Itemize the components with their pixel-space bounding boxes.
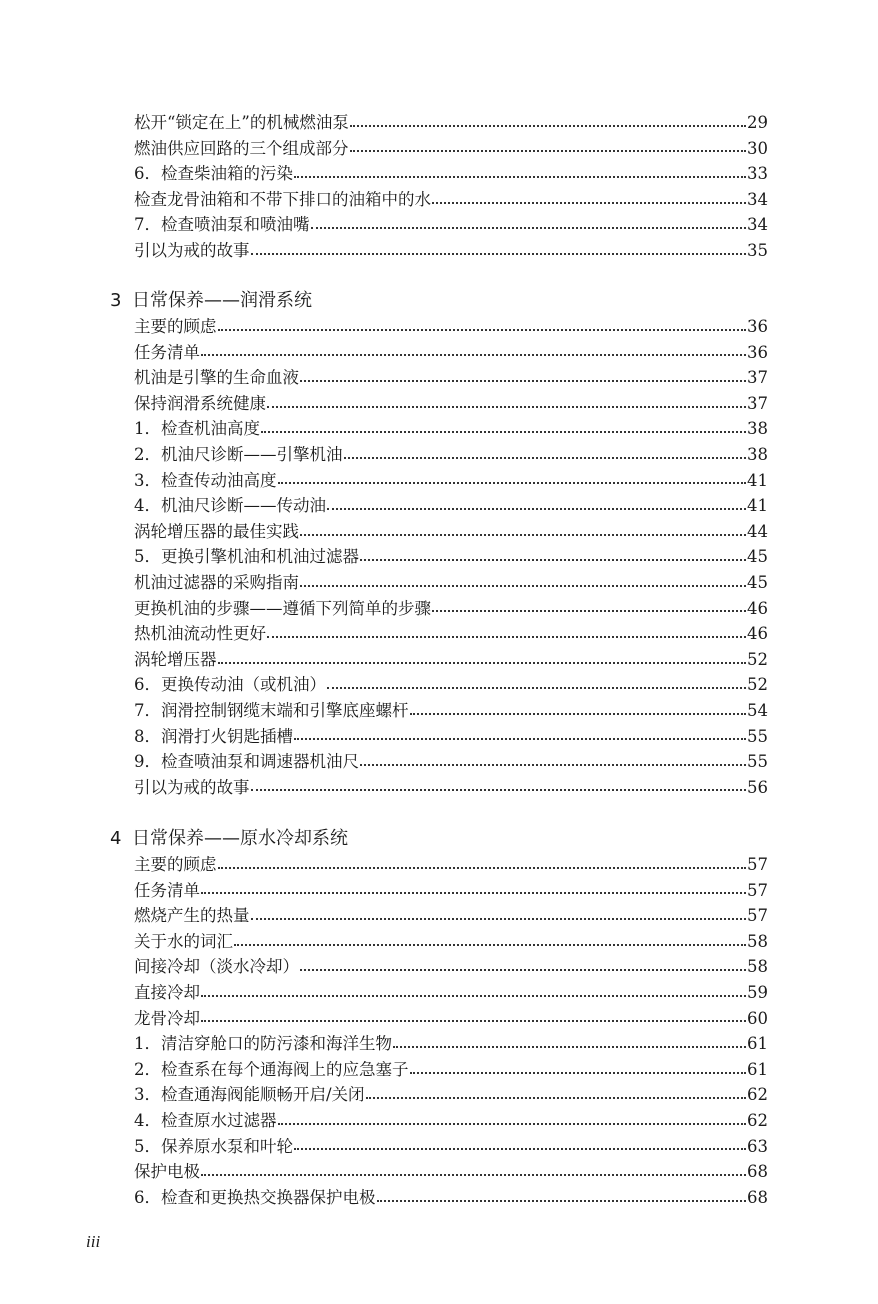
toc-entry: [134, 647, 768, 673]
toc-entry-page: 52: [747, 649, 768, 669]
toc-entry-page: 37: [747, 368, 768, 388]
toc-entry: [134, 161, 768, 187]
dot-leader: [366, 1097, 746, 1099]
toc-entry-title: 2．检查系在每个通海阀上的应急塞子: [134, 1059, 409, 1079]
toc-entry-title: 更换机油的步骤——遵循下列简单的步骤: [134, 598, 431, 618]
toc-entry-page: 60: [747, 1008, 768, 1028]
toc-entry-title: 涡轮增压器的最佳实践: [134, 521, 299, 541]
toc-entry: [134, 621, 768, 647]
dot-leader: [294, 738, 746, 740]
toc-entry: [134, 340, 768, 366]
toc-entry: [134, 391, 768, 417]
toc-entry-page: 33: [747, 164, 768, 184]
toc-entry-page: 68: [747, 1187, 768, 1207]
dot-leader: [294, 176, 746, 178]
toc-entry-title: 燃烧产生的热量: [134, 906, 250, 926]
toc-entry: [134, 1082, 768, 1108]
toc-entry-page: 57: [747, 906, 768, 926]
dot-leader: [377, 1200, 747, 1202]
toc-lead-entries: [134, 110, 768, 264]
toc-entry-title: 7．检查喷油泵和喷油嘴: [134, 215, 310, 235]
toc-entry-title: 涡轮增压器: [134, 649, 217, 669]
dot-leader: [278, 482, 747, 484]
toc-entry-page: 55: [747, 752, 768, 772]
dot-leader: [218, 662, 747, 664]
toc-entry-title: 任务清单: [134, 880, 200, 900]
toc-entry: [134, 954, 768, 980]
toc-entry: [134, 775, 768, 801]
dot-leader: [410, 713, 747, 715]
dot-leader: [267, 636, 746, 638]
toc-entry-title: 热机油流动性更好: [134, 624, 266, 644]
dot-leader: [300, 534, 746, 536]
toc-entry-page: 61: [747, 1034, 768, 1054]
chapter-entries: [134, 852, 768, 1210]
toc-entry-title: 6．检查和更换热交换器保护电极: [134, 1187, 376, 1207]
toc-entry-page: 46: [747, 598, 768, 618]
toc-entry-page: 52: [747, 675, 768, 695]
dot-leader: [201, 1020, 746, 1022]
toc-entry-page: 58: [747, 957, 768, 977]
toc-entry-page: 44: [747, 521, 768, 541]
toc-entry-title: 松开“锁定在上”的机械燃油泵: [134, 113, 349, 132]
toc-entry-title: 5．保养原水泵和叶轮: [134, 1136, 293, 1156]
dot-leader: [300, 585, 746, 587]
toc-entry: [134, 852, 768, 878]
dot-leader: [251, 789, 747, 791]
dot-leader: [300, 380, 746, 382]
toc-entry-page: 45: [747, 572, 768, 592]
toc-entry-title: 1．清洁穿舱口的防污漆和海洋生物: [134, 1034, 392, 1054]
toc-entry-title: 9．检查喷油泵和调速器机油尺: [134, 752, 359, 772]
toc-entry: [134, 698, 768, 724]
toc-entry-page: 45: [747, 547, 768, 567]
toc-entry-title: 4．检查原水过滤器: [134, 1110, 277, 1130]
dot-leader: [432, 610, 746, 612]
toc-entry-page: 35: [747, 240, 768, 260]
toc-entry-page: 41: [747, 496, 768, 516]
toc-entry-title: 直接冷却: [134, 982, 200, 1002]
chapter-number: 3: [110, 290, 122, 311]
toc-entry: [134, 187, 768, 213]
toc-entry-page: 34: [747, 189, 768, 209]
page-folio: iii: [86, 1232, 101, 1251]
toc-entry: [134, 749, 768, 775]
toc-entry: [134, 314, 768, 340]
dot-leader: [327, 508, 746, 510]
toc-entry-title: 保持润滑系统健康: [134, 393, 266, 413]
toc-entry-page: 61: [747, 1059, 768, 1079]
toc-entry-title: 8．润滑打火钥匙插槽: [134, 726, 293, 746]
chapter-title: 日常保养——原水冷却系统: [132, 828, 348, 849]
toc-entry: [134, 672, 768, 698]
toc-entry-page: 54: [747, 700, 768, 720]
dot-leader: [350, 125, 746, 127]
toc-entry: [134, 1159, 768, 1185]
toc-entry-title: 3．检查传动油高度: [134, 470, 277, 490]
dot-leader: [360, 764, 746, 766]
toc-entry-title: 4．机油尺诊断——传动油: [134, 496, 326, 516]
toc-entry-page: 62: [747, 1110, 768, 1130]
toc-entry-page: 68: [747, 1162, 768, 1182]
dot-leader: [311, 227, 747, 229]
toc-entry: [134, 1185, 768, 1211]
toc-entry-page: 63: [747, 1136, 768, 1156]
toc-entry: [134, 929, 768, 955]
toc-entry-title: 任务清单: [134, 342, 200, 362]
dot-leader: [201, 892, 746, 894]
dot-leader: [267, 406, 746, 408]
toc-entry-page: 38: [747, 419, 768, 439]
toc-entry-page: 56: [747, 777, 768, 797]
toc-entry-page: 36: [747, 342, 768, 362]
chapter-heading: [110, 288, 770, 314]
toc-entry: [134, 1134, 768, 1160]
toc-entry-title: 检查龙骨油箱和不带下排口的油箱中的水: [134, 189, 431, 209]
toc-entry: [134, 1006, 768, 1032]
toc-entry: [134, 468, 768, 494]
toc-entry-title: 间接冷却（淡水冷却）: [134, 957, 299, 977]
chapter-entries: [134, 314, 768, 800]
dot-leader: [432, 202, 746, 204]
toc-entry: [134, 724, 768, 750]
dot-leader: [251, 918, 747, 920]
dot-leader: [278, 1123, 747, 1125]
toc-entry: [134, 544, 768, 570]
toc-entry-title: 龙骨冷却: [134, 1008, 200, 1028]
toc-entry-page: 59: [747, 982, 768, 1002]
toc-entry: [134, 1057, 768, 1083]
toc-entry: [134, 416, 768, 442]
toc-entry: [134, 1108, 768, 1134]
toc-entry: [134, 238, 768, 264]
toc-entry-title: 机油过滤器的采购指南: [134, 572, 299, 592]
dot-leader: [234, 944, 746, 946]
dot-leader: [251, 253, 747, 255]
toc-entry: [134, 596, 768, 622]
dot-leader: [201, 354, 746, 356]
toc-entry-title: 2．机油尺诊断——引擎机油: [134, 444, 343, 464]
toc-entry: [134, 212, 768, 238]
toc-entry: [134, 493, 768, 519]
toc-entry-page: 55: [747, 726, 768, 746]
dot-leader: [201, 995, 746, 997]
toc-entry-title: 引以为戒的故事: [134, 240, 250, 260]
toc-entry-title: 主要的顾虑: [134, 317, 217, 336]
toc-entry-title: 机油是引擎的生命血液: [134, 368, 299, 388]
toc-entry-title: 7．润滑控制钢缆末端和引擎底座螺杆: [134, 700, 409, 720]
toc-entry-title: 燃油供应回路的三个组成部分: [134, 138, 349, 158]
chapter-title: 日常保养——润滑系统: [132, 290, 312, 311]
toc-entry-title: 6．检查柴油箱的污染: [134, 164, 293, 184]
toc-entry-title: 3．检查通海阀能顺畅开启/关闭: [134, 1085, 365, 1105]
toc-entry: [134, 110, 768, 136]
dot-leader: [218, 867, 747, 869]
toc-entry-page: 30: [747, 138, 768, 158]
toc-entry-page: 57: [747, 855, 768, 874]
toc-entry-page: 37: [747, 393, 768, 413]
dot-leader: [393, 1046, 746, 1048]
dot-leader: [410, 1072, 747, 1074]
toc-entry: [134, 136, 768, 162]
dot-leader: [350, 150, 747, 152]
toc-entry: [134, 878, 768, 904]
dot-leader: [344, 457, 747, 459]
chapter-3: [110, 288, 770, 800]
toc-entry: [134, 365, 768, 391]
toc-entry-page: 62: [747, 1085, 768, 1105]
toc-entry-title: 6．更换传动油（或机油）: [134, 675, 326, 695]
toc-entry: [134, 980, 768, 1006]
dot-leader: [300, 969, 746, 971]
toc-entry: [134, 903, 768, 929]
toc-entry: [134, 1031, 768, 1057]
dot-leader: [360, 559, 746, 561]
toc-entry-page: 57: [747, 880, 768, 900]
toc-entry-page: 58: [747, 931, 768, 951]
dot-leader: [327, 687, 746, 689]
toc-entry-page: 38: [747, 444, 768, 464]
chapter-number: 4: [110, 828, 122, 849]
toc-entry-title: 关于水的词汇: [134, 931, 233, 951]
toc-entry-title: 5．更换引擎机油和机油过滤器: [134, 547, 359, 567]
toc-entry-page: 46: [747, 624, 768, 644]
toc-entry-page: 41: [747, 470, 768, 490]
dot-leader: [261, 431, 746, 433]
toc-entry: [134, 442, 768, 468]
toc-entry-page: 34: [747, 215, 768, 235]
toc-entry-title: 保护电极: [134, 1162, 200, 1182]
chapter-4: [110, 826, 770, 1210]
toc-entry: [134, 519, 768, 545]
toc-entry-title: 主要的顾虑: [134, 855, 217, 874]
dot-leader: [201, 1174, 746, 1176]
chapter-heading: [110, 826, 770, 852]
toc-entry: [134, 570, 768, 596]
dot-leader: [294, 1148, 746, 1150]
dot-leader: [218, 329, 747, 331]
toc-entry-title: 引以为戒的故事: [134, 777, 250, 797]
toc-entry-page: 29: [747, 113, 768, 132]
toc-entry-page: 36: [747, 317, 768, 336]
toc-entry-title: 1．检查机油高度: [134, 419, 260, 439]
